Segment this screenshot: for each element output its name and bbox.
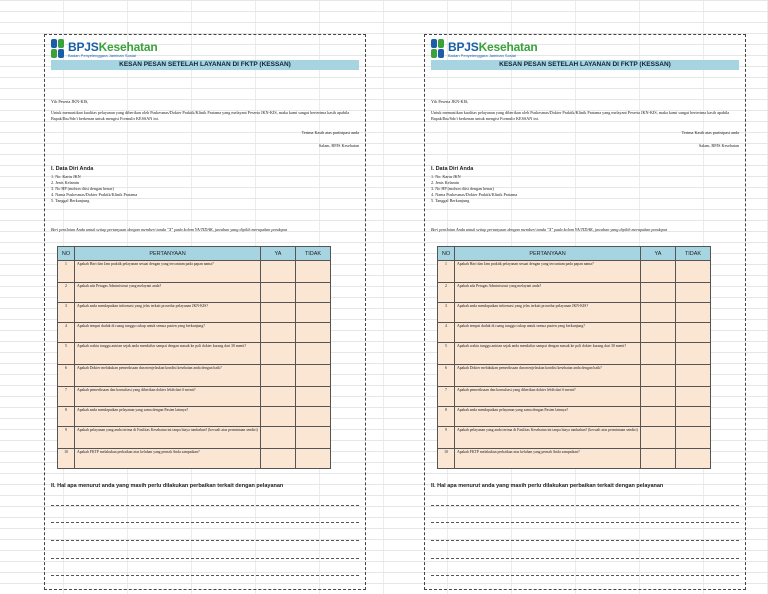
thanks-text: Terima Kasih atas partisipasi anda [681,130,739,135]
answer-line[interactable] [51,558,359,559]
question-number: 1 [438,261,455,283]
question-text: Apakah pemeriksaan dan konsultasi yang diberikan dokter lebih dari 6 menit? [75,387,261,407]
answer-yes-cell[interactable] [261,303,296,323]
section-perbaikan: II. Hal apa menurut anda yang masih perlu dilakukan perbaikan terkait dengan pelayanan [431,483,664,489]
question-number: 5 [58,343,75,365]
col-no-answer: TIDAK [296,247,331,261]
col-yes: YA [641,247,676,261]
instruction-text: Beri penilaian Anda untuk setiap pertanyaan dengan memberi tanda "X" pada kolom YA/TIDAK, jawaban yang dipilih merupakan pendapat [51,227,287,232]
col-no-answer: TIDAK [676,247,711,261]
answer-yes-cell[interactable] [641,449,676,469]
question-text: Apakah anda mendapatkan pelayanan yang sama dengan Pasien lainnya? [75,407,261,427]
instruction-text: Beri penilaian Anda untuk setiap pertanyaan dengan memberi tanda "X" pada kolom YA/TIDAK, jawaban yang dipilih merupakan pendapat [431,227,667,232]
answer-no-cell[interactable] [676,407,711,427]
form-sheet-left [44,34,366,590]
answer-line[interactable] [431,505,739,506]
question-text: Apakah pemeriksaan dan konsultasi yang diberikan dokter lebih dari 6 menit? [455,387,641,407]
answer-line[interactable] [51,540,359,541]
answer-yes-cell[interactable] [641,407,676,427]
question-text: Apakah Dokter melakukan pemeriksaan dan menjelaskan kondisi kesehatan anda dengan baik? [455,365,641,387]
field-kartu[interactable]: 1. No. Kartu JKN [431,174,461,179]
question-table [57,246,331,469]
answer-yes-cell[interactable] [261,387,296,407]
question-row [58,427,331,449]
question-text: Apakah pelayanan yang anda terima di Fasilitas Kesehatan ini tanpa biaya tambahan? (kecuali atas permintaan sendiri) [75,427,261,449]
question-number: 9 [438,427,455,449]
question-text: Apakah tempat duduk di ruang tunggu cukup untuk semua pasien yang berkunjung? [75,323,261,343]
bpjs-logo-icon [51,39,65,59]
question-row [58,407,331,427]
answer-no-cell[interactable] [676,365,711,387]
question-row [438,365,711,387]
question-row [438,323,711,343]
question-text: Apakah Dokter melakukan pemeriksaan dan menjelaskan kondisi kesehatan anda dengan baik? [75,365,261,387]
intro-text: Untuk memastikan kualitas pelayanan yang diberikan oleh Puskesmas/Dokter Praktik/Klinik Pratama yang melayani Peserta JKN-KIS, maka kami sangat berterima kasih apabila Bapak/Ibu/Sdr/i berkenan untuk mengisi Formulir KESSAN ini. [431,110,730,121]
question-row [438,427,711,449]
col-no: NO [58,247,75,261]
answer-no-cell[interactable] [676,261,711,283]
answer-line[interactable] [51,575,359,576]
answer-yes-cell[interactable] [261,283,296,303]
question-row [438,387,711,407]
answer-no-cell[interactable] [296,365,331,387]
intro-text: Untuk memastikan kualitas pelayanan yang diberikan oleh Puskesmas/Dokter Praktik/Klinik Pratama yang melayani Peserta JKN-KIS, maka kami sangat berterima kasih apabila Bapak/Ibu/Sdr/i berkenan untuk mengisi Formulir KESSAN ini. [51,110,350,121]
question-number: 6 [438,365,455,387]
answer-line[interactable] [51,522,359,523]
question-number: 4 [58,323,75,343]
answer-yes-cell[interactable] [641,365,676,387]
signature-text: Salam, BPJS Kesehatan [698,143,739,148]
answer-no-cell[interactable] [296,427,331,449]
question-number: 2 [438,283,455,303]
question-number: 10 [438,449,455,469]
question-number: 4 [438,323,455,343]
answer-yes-cell[interactable] [641,283,676,303]
field-list [431,174,739,204]
answer-yes-cell[interactable] [261,261,296,283]
answer-line[interactable] [431,540,739,541]
question-text: Apakah FKTP melakukan perbaikan atas keluhan yang pernah Anda sampaikan? [455,449,641,469]
answer-line[interactable] [51,505,359,506]
question-row [438,343,711,365]
question-number: 10 [58,449,75,469]
question-row [58,387,331,407]
question-row [58,365,331,387]
answer-no-cell[interactable] [676,283,711,303]
question-table [437,246,711,469]
question-number: 9 [58,427,75,449]
question-text: Apakah Hari dan Jam praktik pelayanan sesuai dengan yang tercantum pada papan nama? [75,261,261,283]
question-text: Apakah anda mendapatkan informasi yang jelas terkait prosedur pelayanan JKN-KIS? [75,303,261,323]
greeting: Yth Peserta JKN-KIS, [51,99,89,104]
field-date[interactable]: 5. Tanggal Berkunjung [431,198,470,203]
field-list [51,174,359,204]
question-number: 7 [438,387,455,407]
field-gender[interactable]: 2. Jenis Kelamin [51,180,80,185]
answer-no-cell[interactable] [676,427,711,449]
greeting: Yth Peserta JKN-KIS, [431,99,469,104]
question-row [438,449,711,469]
bpjs-logo: BPJSKesehatan Badan Penyelenggara Jaminan Sosial [431,39,537,59]
question-text: Apakah ada Petugas Administrasi yang melayani anda? [455,283,641,303]
question-number: 5 [438,343,455,365]
question-row [438,303,711,323]
question-row [58,343,331,365]
answer-no-cell[interactable] [296,407,331,427]
answer-line[interactable] [431,558,739,559]
signature-text: Salam, BPJS Kesehatan [318,143,359,148]
question-number: 6 [58,365,75,387]
section-data-diri: I. Data Diri Anda [431,166,474,172]
answer-yes-cell[interactable] [641,343,676,365]
question-text: Apakah anda mendapatkan pelayanan yang sama dengan Pasien lainnya? [455,407,641,427]
bpjs-logo: BPJSKesehatan Badan Penyelenggara Jaminan Sosial [51,39,157,59]
answer-yes-cell[interactable] [641,387,676,407]
thanks-text: Terima Kasih atas partisipasi anda [301,130,359,135]
question-text: Apakah pelayanan yang anda terima di Fasilitas Kesehatan ini tanpa biaya tambahan? (kecuali atas permintaan sendiri) [455,427,641,449]
answer-line[interactable] [431,522,739,523]
col-no: NO [438,247,455,261]
answer-no-cell[interactable] [676,343,711,365]
answer-yes-cell[interactable] [261,427,296,449]
answer-yes-cell[interactable] [641,427,676,449]
question-row [58,449,331,469]
form-title: KESAN PESAN SETELAH LAYANAN DI FKTP (KESSAN) [51,60,359,70]
answer-yes-cell[interactable] [261,323,296,343]
question-number: 8 [58,407,75,427]
answer-yes-cell[interactable] [261,365,296,387]
question-text: Apakah tempat duduk di ruang tunggu cukup untuk semua pasien yang berkunjung? [455,323,641,343]
section-perbaikan: II. Hal apa menurut anda yang masih perlu dilakukan perbaikan terkait dengan pelayanan [51,483,284,489]
question-row [438,407,711,427]
form-title: KESAN PESAN SETELAH LAYANAN DI FKTP (KESSAN) [431,60,739,70]
field-facility[interactable]: 4. Nama Puskesmas/Dokter Praktik/Klinik Pratama [51,192,138,197]
question-row [438,283,711,303]
answer-no-cell[interactable] [296,449,331,469]
answer-no-cell[interactable] [676,323,711,343]
answer-no-cell[interactable] [296,343,331,365]
question-number: 1 [58,261,75,283]
question-row [58,261,331,283]
question-row [58,283,331,303]
answer-yes-cell[interactable] [261,343,296,365]
field-gender[interactable]: 2. Jenis Kelamin [431,180,460,185]
field-facility[interactable]: 4. Nama Puskesmas/Dokter Praktik/Klinik Pratama [431,192,518,197]
question-text: Apakah anda mendapatkan informasi yang jelas terkait prosedur pelayanan JKN-KIS? [455,303,641,323]
answer-yes-cell[interactable] [641,323,676,343]
answer-line[interactable] [431,575,739,576]
answer-no-cell[interactable] [676,387,711,407]
answer-no-cell[interactable] [296,283,331,303]
question-number: 7 [58,387,75,407]
question-number: 3 [438,303,455,323]
question-text: Apakah ada Petugas Administrasi yang melayani anda? [75,283,261,303]
form-sheet-right [424,34,746,590]
answer-no-cell[interactable] [296,303,331,323]
col-yes: YA [261,247,296,261]
answer-no-cell[interactable] [676,303,711,323]
question-number: 3 [58,303,75,323]
question-number: 2 [58,283,75,303]
answer-no-cell[interactable] [676,449,711,469]
answer-yes-cell[interactable] [261,407,296,427]
question-text: Apakah waktu tunggu antrian sejak anda mendaftar sampai dengan masuk ke poli dokter kurang dari 30 menit? [455,343,641,365]
field-kartu[interactable]: 1. No. Kartu JKN [51,174,81,179]
question-row [58,323,331,343]
bpjs-logo-icon [431,39,445,59]
field-date[interactable]: 5. Tanggal Berkunjung [51,198,90,203]
question-text: Apakah waktu tunggu antrian sejak anda mendaftar sampai dengan masuk ke poli dokter kurang dari 30 menit? [75,343,261,365]
answer-no-cell[interactable] [296,387,331,407]
answer-no-cell[interactable] [296,323,331,343]
field-phone[interactable]: 3. No HP (mohon diisi dengan benar) [51,186,114,191]
col-question: PERTANYAAN [455,247,641,261]
question-row [438,261,711,283]
field-phone[interactable]: 3. No HP (mohon diisi dengan benar) [431,186,494,191]
answer-yes-cell[interactable] [641,261,676,283]
answer-no-cell[interactable] [296,261,331,283]
answer-yes-cell[interactable] [261,449,296,469]
question-number: 8 [438,407,455,427]
question-text: Apakah FKTP melakukan perbaikan atas keluhan yang pernah Anda sampaikan? [75,449,261,469]
answer-yes-cell[interactable] [641,303,676,323]
section-data-diri: I. Data Diri Anda [51,166,94,172]
question-text: Apakah Hari dan Jam praktik pelayanan sesuai dengan yang tercantum pada papan nama? [455,261,641,283]
col-question: PERTANYAAN [75,247,261,261]
question-row [58,303,331,323]
